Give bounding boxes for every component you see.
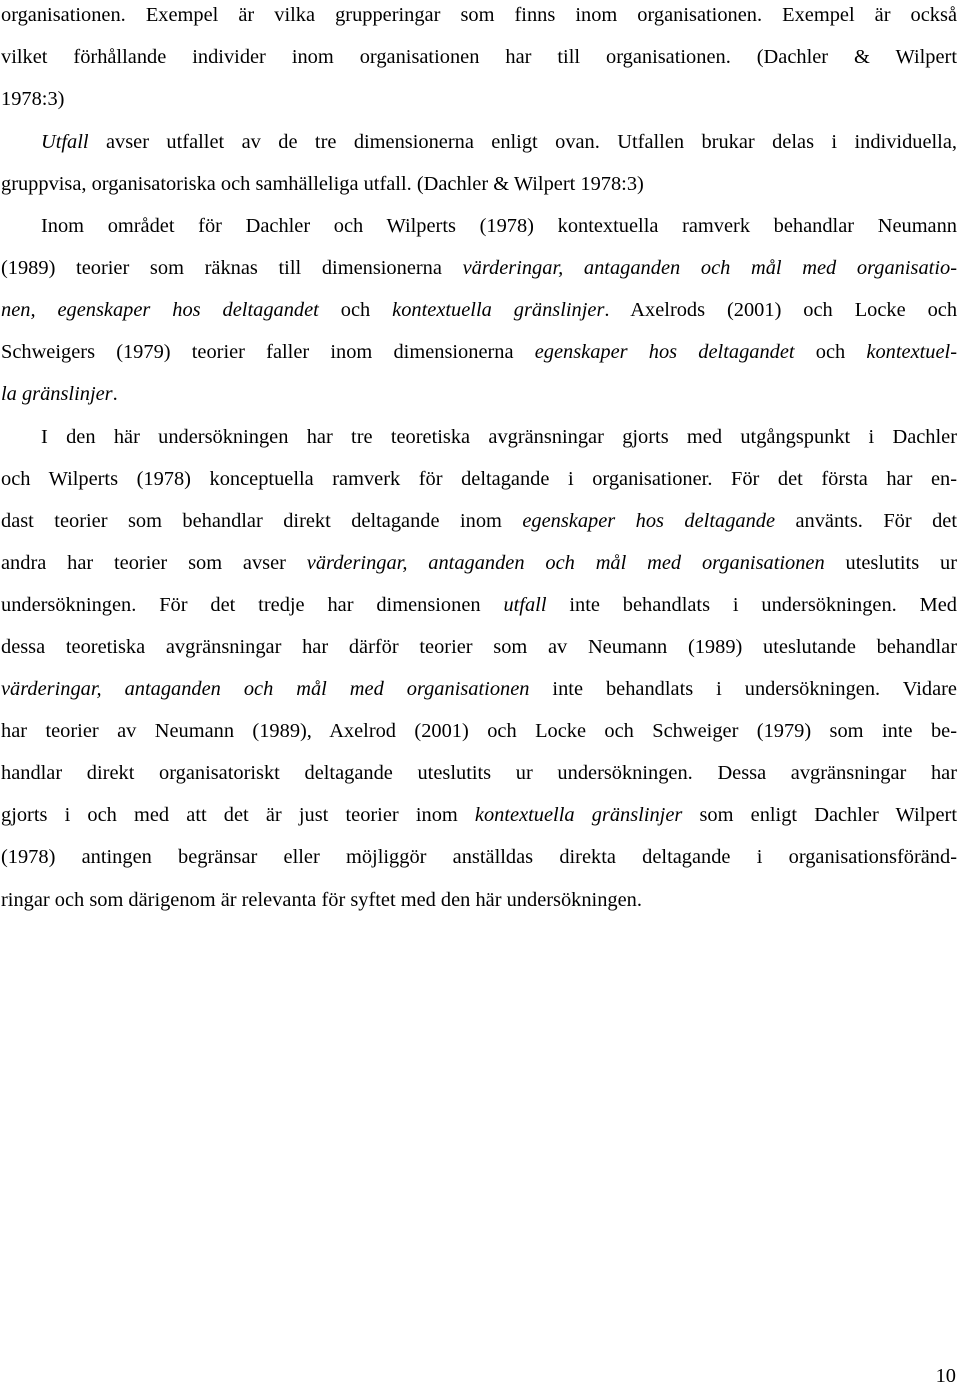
text-span: Schweigers (1979) teorier faller inom dimensionerna — [1, 341, 535, 363]
italic-term: utfall — [503, 594, 547, 616]
text-span: vilket förhållande individer inom organisationen har till organisationen. (Dachler & Wilpert — [1, 46, 957, 68]
text-line — [41, 211, 957, 241]
text-line — [1, 379, 957, 409]
text-span: använts. För det — [775, 510, 958, 532]
text-span: undersökningen. För det tredje har dimensionen — [1, 594, 504, 616]
text-line — [1, 84, 957, 114]
text-span: som enligt Dachler Wilpert — [682, 804, 958, 826]
text-span: Inom området för Dachler och Wilperts (1978) kontextuella ramverk behandlar Neumann — [41, 215, 957, 237]
text-line — [41, 127, 957, 157]
italic-term: värderingar, antaganden och mål med organisationen — [1, 678, 530, 700]
text-line — [41, 422, 957, 452]
text-line — [1, 674, 957, 704]
italic-term: egenskaper hos deltagande — [522, 510, 776, 532]
italic-term: la gränslinjer — [1, 383, 113, 405]
text-span: ringar och som därigenom är relevanta för syftet med den här undersökningen. — [1, 889, 642, 911]
text-line — [1, 632, 957, 662]
text-line — [1, 885, 957, 915]
text-span: och — [318, 299, 393, 321]
text-line — [1, 842, 957, 872]
text-span: handlar direkt organisatoriskt deltagande uteslutits ur undersökningen. Dessa avgränsningar har — [1, 762, 957, 784]
text-span: gruppvisa, organisatoriska och samhälleliga utfall. (Dachler & Wilpert 1978:3) — [1, 173, 644, 195]
page-number: 10 — [935, 1365, 956, 1387]
text-span: avser utfallet av de tre dimensionerna enligt ovan. Utfallen brukar delas i individuella, — [88, 131, 957, 153]
text-line — [1, 464, 957, 494]
text-span: gjorts i och med att det är just teorier inom — [1, 804, 475, 826]
text-span: (1978) antingen begränsar eller möjliggör anställdas direkta deltagande i organisationsföränd- — [1, 846, 957, 868]
text-span: andra har teorier som avser — [1, 552, 307, 574]
text-line — [1, 295, 957, 325]
text-line — [1, 590, 957, 620]
text-span: dast teorier som behandlar direkt deltagande inom — [1, 510, 523, 532]
italic-term: nen, egenskaper hos deltagandet — [1, 299, 319, 321]
text-span: . — [112, 383, 118, 405]
text-span: I den här undersökningen har tre teoretiska avgränsningar gjorts med utgångspunkt i Dachler — [41, 426, 957, 448]
text-span: (1989) teorier som räknas till dimensionerna — [1, 257, 463, 279]
text-line — [1, 716, 957, 746]
text-line — [1, 548, 957, 578]
italic-term: kontextuel- — [866, 341, 957, 363]
text-span: organisationen. Exempel är vilka grupperingar som finns inom organisationen. Exempel är också — [1, 4, 957, 26]
text-span: och — [794, 341, 867, 363]
text-line — [1, 42, 957, 72]
text-span: 1978:3) — [1, 88, 65, 110]
italic-term: Utfall — [41, 131, 89, 153]
text-line — [1, 758, 957, 788]
text-line — [1, 0, 957, 30]
text-span: inte behandlats i undersökningen. Med — [546, 594, 957, 616]
italic-term: värderingar, antaganden och mål med organisationen — [306, 552, 825, 574]
italic-term: kontextuella gränslinjer — [474, 804, 683, 826]
italic-term: egenskaper hos deltagandet — [534, 341, 795, 363]
text-line — [1, 506, 957, 536]
text-span: . Axelrods (2001) och Locke och — [604, 299, 958, 321]
text-span: inte behandlats i undersökningen. Vidare — [529, 678, 957, 700]
italic-term: kontextuella gränslinjer — [392, 299, 605, 321]
text-line — [1, 800, 957, 830]
text-line — [1, 337, 957, 367]
text-line — [1, 169, 957, 199]
text-span: och Wilperts (1978) konceptuella ramverk för deltagande i organisationer. För det första har en- — [1, 468, 957, 490]
text-span: har teorier av Neumann (1989), Axelrod (2001) och Locke och Schweiger (1979) som inte be- — [1, 720, 957, 742]
text-line — [1, 253, 957, 283]
text-span: dessa teoretiska avgränsningar har därför teorier som av Neumann (1989) uteslutande behandlar — [1, 636, 957, 658]
italic-term: värderingar, antaganden och mål med organisatio- — [462, 257, 957, 279]
text-span: uteslutits ur — [824, 552, 957, 574]
